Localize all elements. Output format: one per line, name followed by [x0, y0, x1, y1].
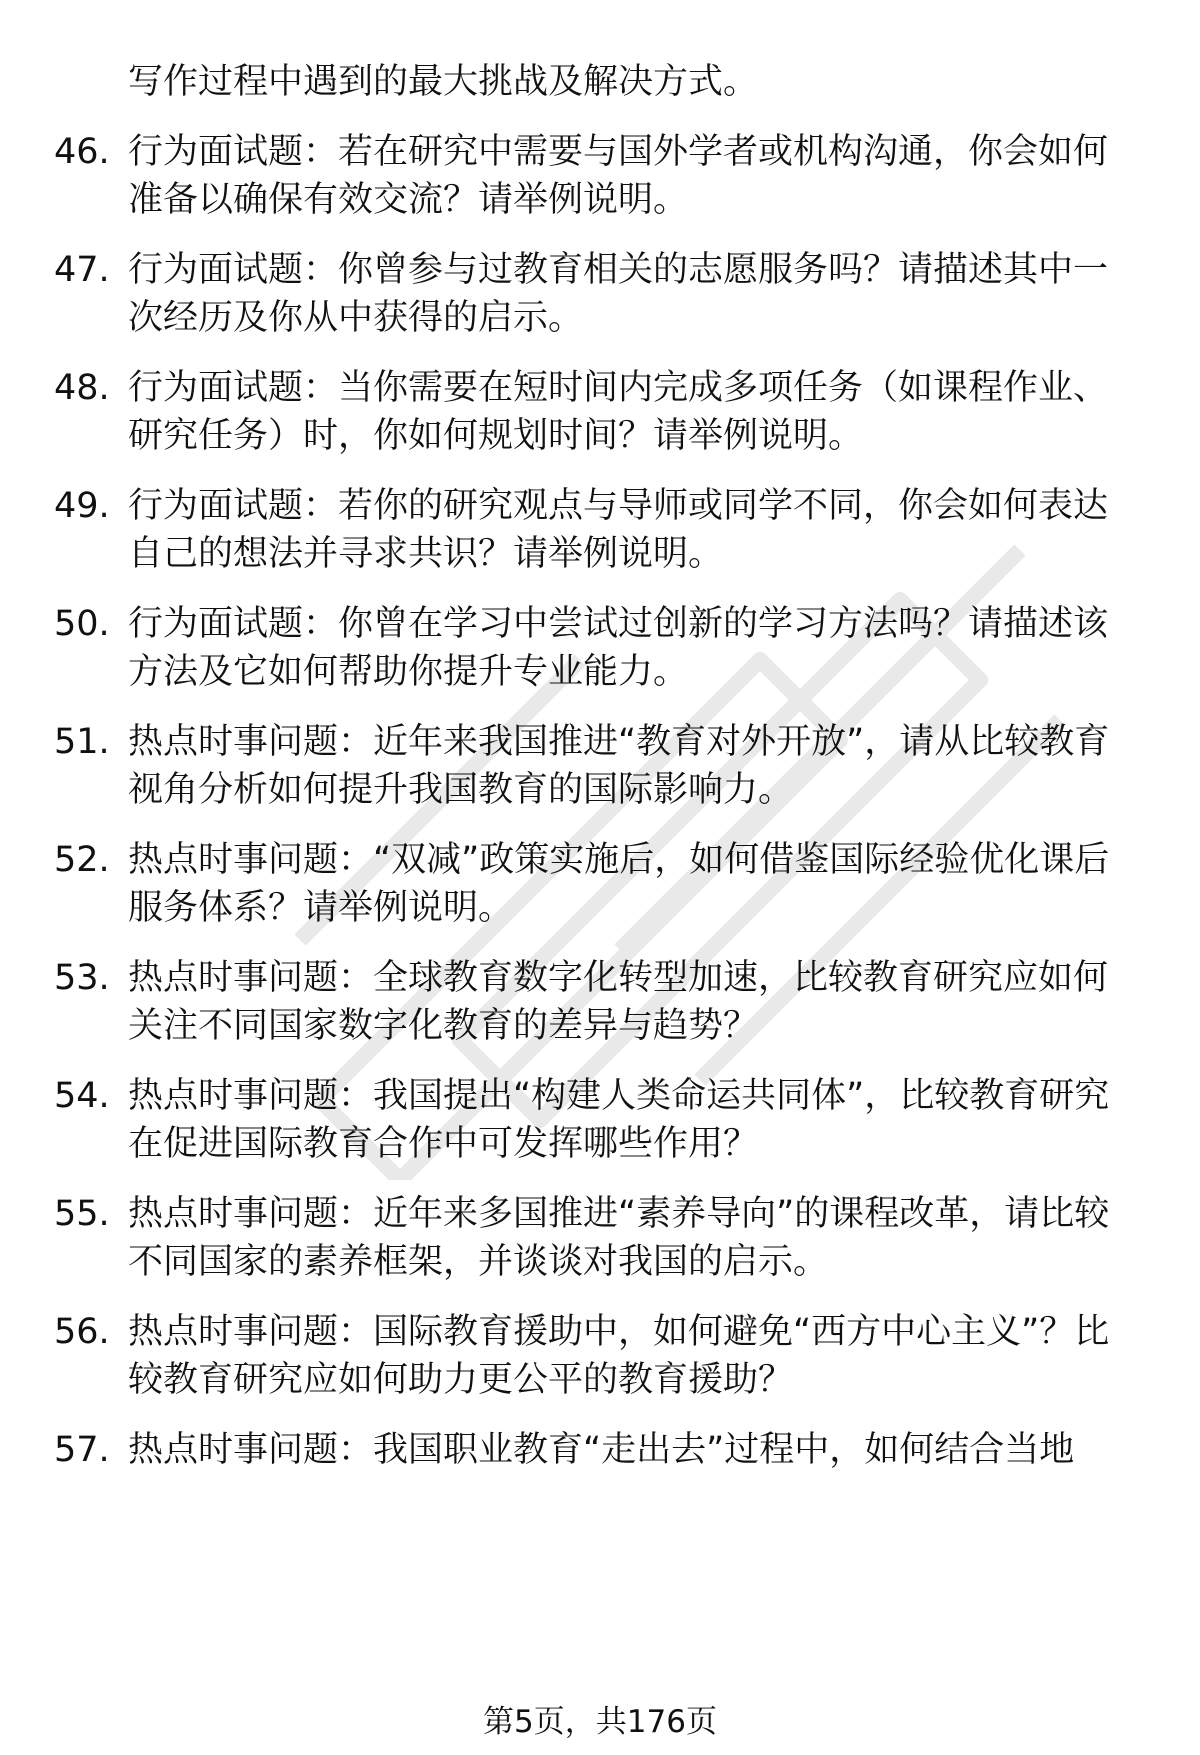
question-number: 57.	[54, 1430, 110, 1470]
question-item-56	[0, 1308, 1200, 1400]
question-number: 47.	[54, 250, 110, 290]
question-text: 热点时事问题：国际教育援助中，如何避免“西方中心主义”？比较教育研究应如何助力更公平的教育援助？	[128, 1312, 1110, 1400]
question-item-46	[0, 128, 1200, 220]
question-item-52	[0, 836, 1200, 928]
question-number: 54.	[54, 1076, 110, 1116]
question-text: 行为面试题：你曾在学习中尝试过创新的学习方法吗？请描述该方法及它如何帮助你提升专业能力。	[128, 604, 1109, 692]
question-item-53	[0, 954, 1200, 1046]
question-item-47	[0, 246, 1200, 338]
question-item-50	[0, 600, 1200, 692]
page-footer: 第5页，共176页	[483, 1704, 717, 1740]
question-number: 46.	[54, 132, 110, 172]
question-number: 53.	[54, 958, 110, 998]
question-item-55	[0, 1190, 1200, 1282]
question-continuation-text: 写作过程中遇到的最大挑战及解决方式。	[128, 62, 759, 102]
question-number: 48.	[54, 368, 110, 408]
question-number: 56.	[54, 1312, 110, 1352]
question-item-49	[0, 482, 1200, 574]
question-number: 49.	[54, 486, 110, 526]
question-text: 热点时事问题：“双减”政策实施后，如何借鉴国际经验优化课后服务体系？请举例说明。	[128, 840, 1110, 928]
question-text: 热点时事问题：近年来我国推进“教育对外开放”，请从比较教育视角分析如何提升我国教育的国际影响力。	[128, 722, 1110, 810]
question-text: 行为面试题：当你需要在短时间内完成多项任务（如课程作业、研究任务）时，你如何规划时间？请举例说明。	[128, 368, 1109, 456]
question-text: 热点时事问题：我国提出“构建人类命运共同体”，比较教育研究在促进国际教育合作中可发挥哪些作用？	[128, 1076, 1110, 1164]
question-number: 51.	[54, 722, 110, 762]
question-text: 热点时事问题：全球教育数字化转型加速，比较教育研究应如何关注不同国家数字化教育的差异与趋势？	[128, 958, 1109, 1046]
question-list	[0, 58, 1200, 1486]
question-text: 行为面试题：若你的研究观点与导师或同学不同，你会如何表达自己的想法并寻求共识？请举例说明。	[128, 486, 1109, 574]
question-text: 行为面试题：若在研究中需要与国外学者或机构沟通，你会如何准备以确保有效交流？请举例说明。	[128, 132, 1109, 220]
question-item-48	[0, 364, 1200, 456]
question-item-54	[0, 1072, 1200, 1164]
question-item-51	[0, 718, 1200, 810]
question-text: 行为面试题：你曾参与过教育相关的志愿服务吗？请描述其中一次经历及你从中获得的启示。	[128, 250, 1109, 338]
question-number: 52.	[54, 840, 110, 880]
question-text: 热点时事问题：我国职业教育“走出去”过程中，如何结合当地	[128, 1430, 1075, 1470]
question-number: 55.	[54, 1194, 110, 1234]
question-text: 热点时事问题：近年来多国推进“素养导向”的课程改革，请比较不同国家的素养框架，并谈谈对我国的启示。	[128, 1194, 1110, 1282]
question-item-57	[0, 1426, 1200, 1486]
question-number: 50.	[54, 604, 110, 644]
